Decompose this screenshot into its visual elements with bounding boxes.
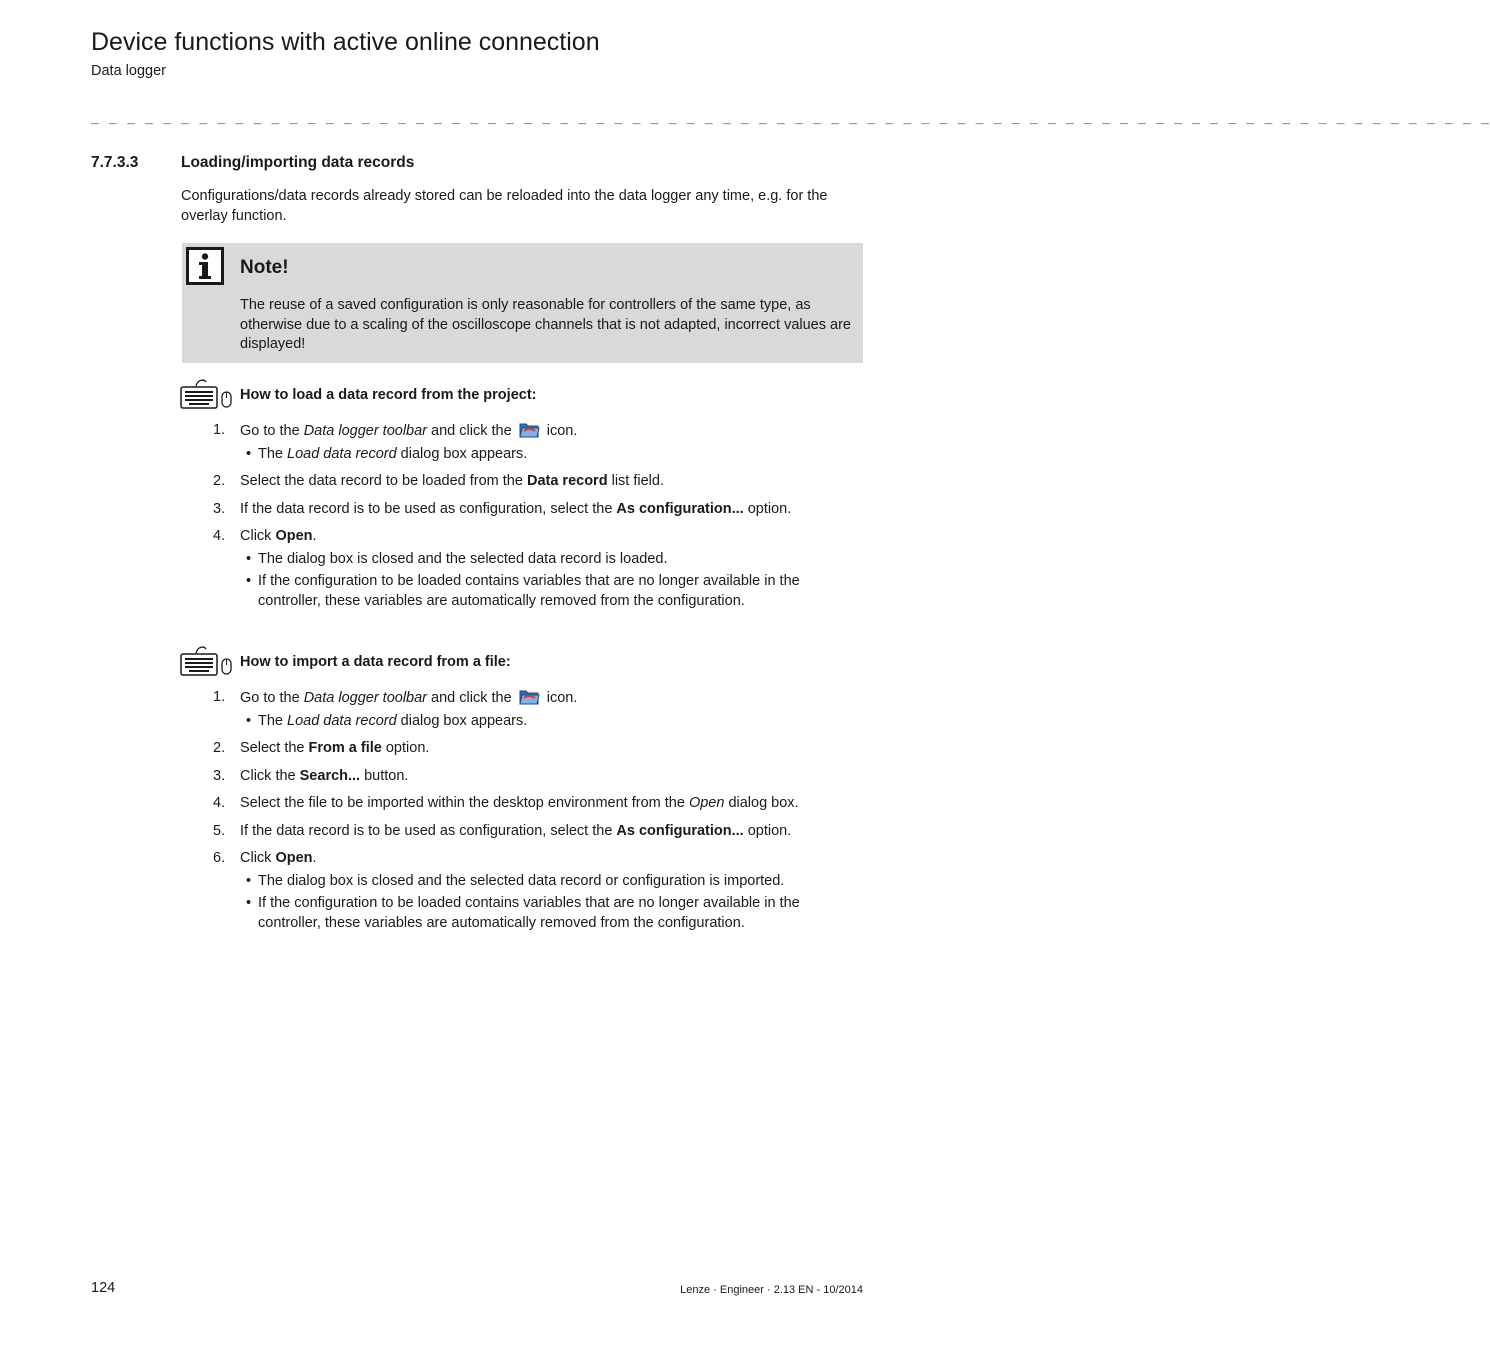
list-subitem: • The dialog box is closed and the selected data record or configuration is imported. [240,872,863,892]
list-item: 2. Select the data record to be loaded from the Data record list field. [213,473,664,489]
section-number: 7.7.3.3 [91,154,139,171]
section-intro: Configurations/data records already stored can be reloaded into the data logger any time, e.g. for the overlay function. [181,188,828,224]
list-subitem: • The Load data record dialog box appears. [240,445,863,465]
howto-import-title: How to import a data record from a file: [240,654,511,670]
list-item: 2. Select the From a file option. [213,740,430,756]
list-subitem: • If the configuration to be loaded contains variables that are no longer available in the controller, these variables are automatically removed from the configuration. [240,894,863,933]
note-box [182,243,863,363]
open-folder-icon [519,421,540,438]
info-icon [186,247,224,285]
header-subtitle: Data logger [91,63,166,79]
note-title: Note! [240,257,289,278]
list-item: 4. Select the file to be imported within the desktop environment from the Open dialog box. [213,795,799,811]
howto-load-title: How to load a data record from the project: [240,387,537,403]
section-title: Loading/importing data records [181,154,415,171]
list-subitem: • The Load data record dialog box appears. [240,712,863,732]
list-item: 1. Go to the Data logger toolbar and click the icon. • The Load data record dialog box appears. [213,421,863,464]
footer-publisher: Lenze · Engineer · 2.13 EN - 10/2014 [680,1284,863,1296]
list-item: 1. Go to the Data logger toolbar and click the icon. • The Load data record dialog box appears. [213,688,863,731]
howto-import-steps [213,688,863,941]
howto-load-steps [213,421,863,619]
open-folder-icon [519,688,540,705]
list-subitem: • The dialog box is closed and the selected data record is loaded. [240,550,863,570]
keyboard-mouse-icon [180,646,234,678]
list-item: 3. Click the Search... button. [213,767,409,784]
keyboard-mouse-icon [180,379,234,411]
list-subitem: • If the configuration to be loaded contains variables that are no longer available in the controller, these variables are automatically removed from the configuration. [240,572,863,611]
header-title: Device functions with active online connection [91,28,600,56]
list-item: 6. Click Open. • The dialog box is closed and the selected data record or configuration is imported. • If the configuration to be loaded contains variables that are no longer available in the controller, these variables are automatically removed from the configuration. [213,849,863,933]
list-item: 5. If the data record is to be used as configuration, select the As configuration... option. [213,822,792,839]
header-divider: _ _ _ _ _ _ _ _ _ _ _ _ _ _ _ _ _ _ _ _ _ _ _ _ _ _ _ _ _ _ _ _ _ _ _ _ _ _ _ _ _ _ _ _ _ _ _ _ _ _ _ _ _ _ _ _ _ _ _ _ _ _ _ _ _ _ _ _ _ _ _ _ _ _ _ _ _ _ [91,110,1490,125]
list-item: 4. Click Open. • The dialog box is closed and the selected data record is loaded. • If the configuration to be loaded contains variables that are no longer available in the controller, these variables are automatically removed from the configuration. [213,527,863,611]
page-number: 124 [91,1280,116,1296]
note-text: The reuse of a saved configuration is only reasonable for controllers of the same type, as otherwise due to a scaling of the oscilloscope channels that is not adapted, incorrect values are displayed! [240,297,851,352]
list-item: 3. If the data record is to be used as configuration, select the As configuration... option. [213,500,792,517]
